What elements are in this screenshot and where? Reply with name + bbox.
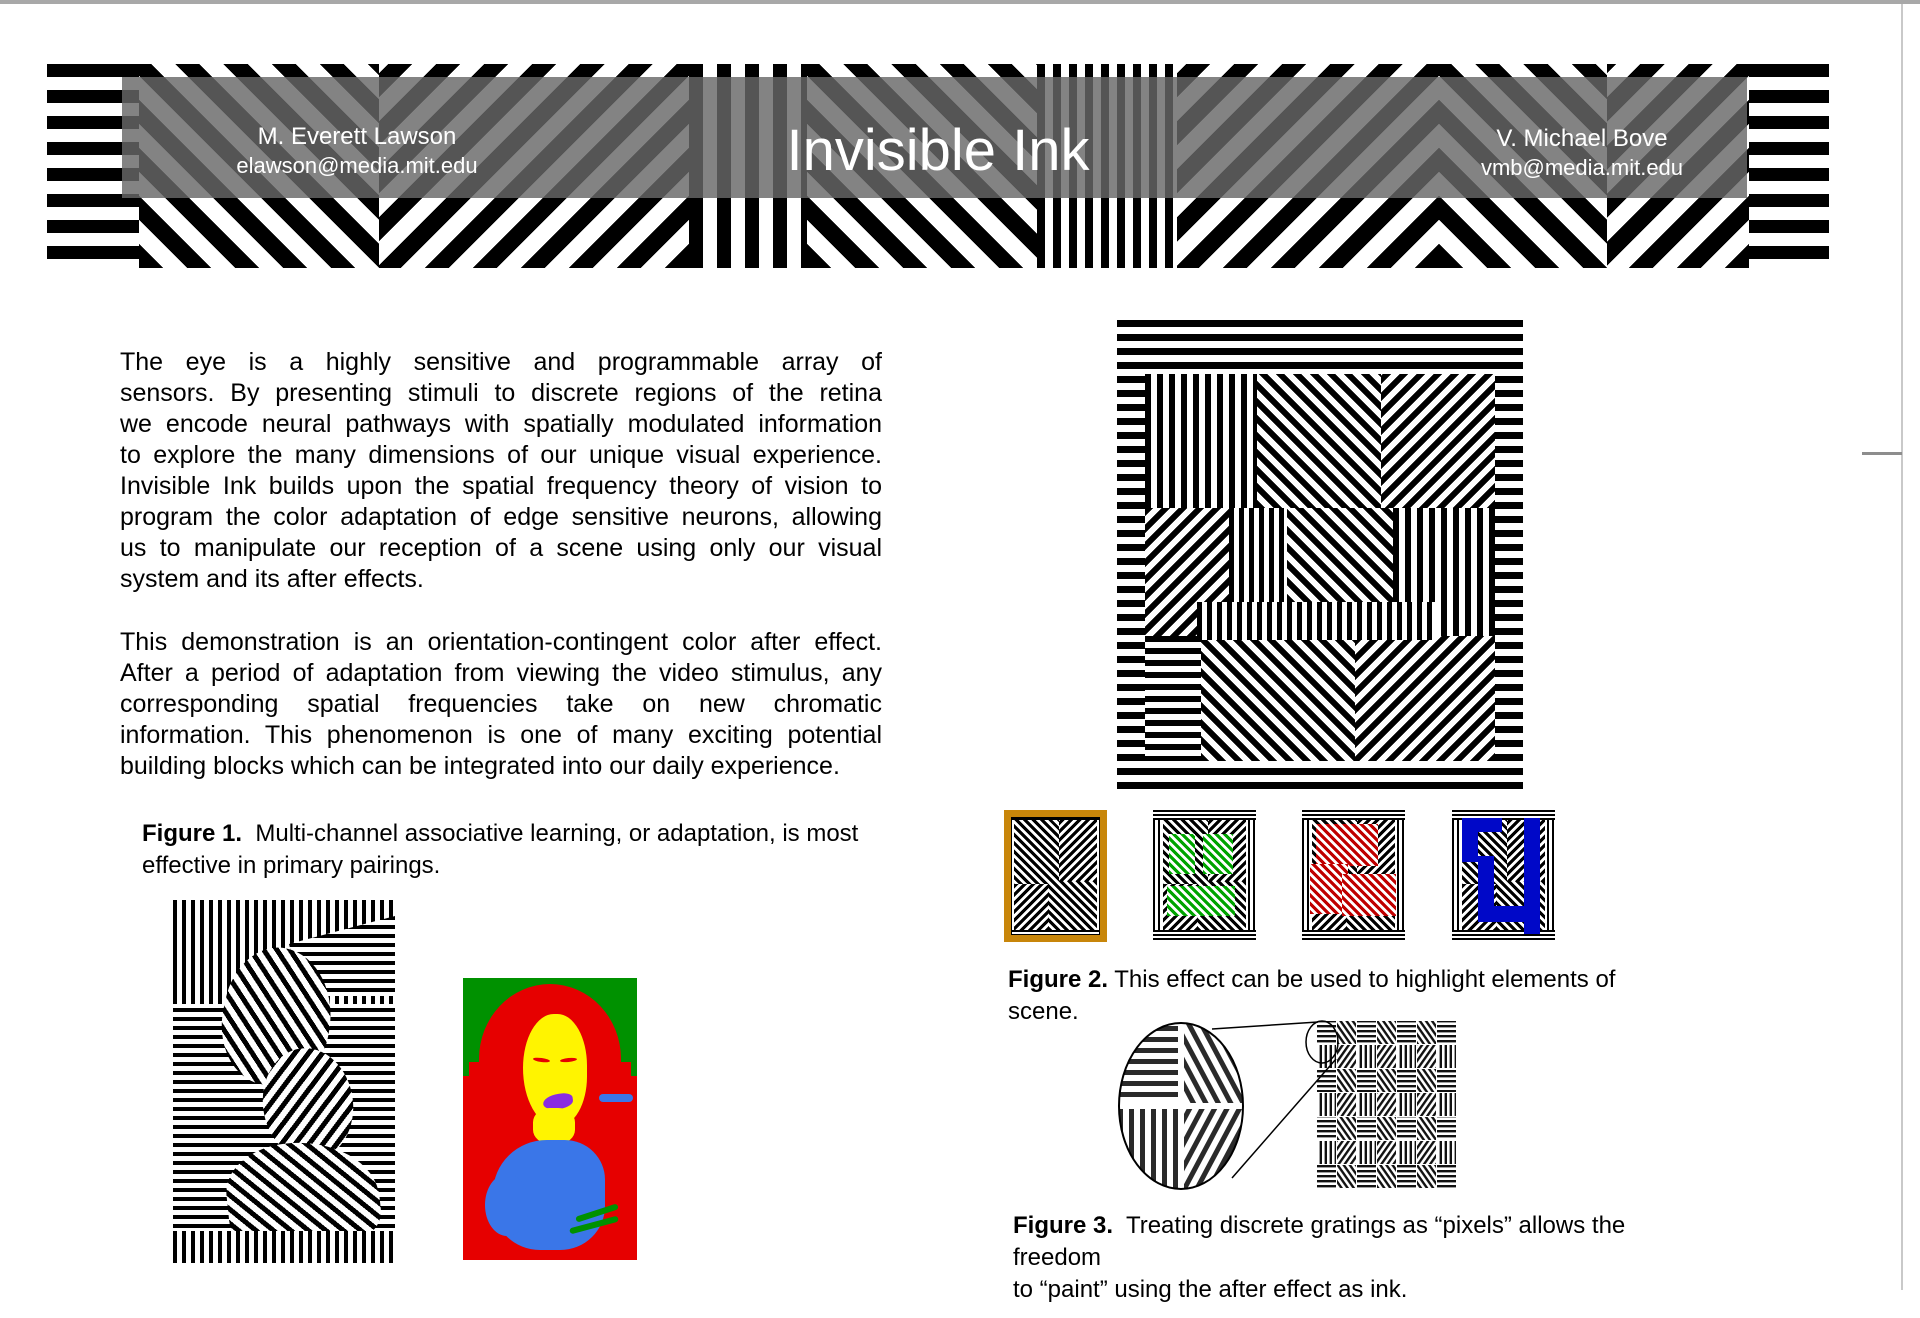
figure1-label: Figure 1. <box>142 820 243 847</box>
body-paragraph-2 <box>120 627 882 782</box>
text-line: Invisible Ink builds upon the spatial frequency theory of vision to <box>120 472 882 500</box>
figure3-graphic <box>1112 1015 1464 1195</box>
thumbnail-orange-frame <box>1004 810 1107 942</box>
figure2-text: This effect can be used to highlight elements of scene. <box>1008 966 1616 1025</box>
pattern-tile <box>1201 636 1355 761</box>
header-banner <box>47 64 1829 268</box>
text-line: system and its after effects. <box>120 565 424 593</box>
figure1-caption-line2: effective in primary pairings. <box>142 852 441 879</box>
color-region-neck <box>533 1108 575 1144</box>
author-left-name: M. Everett Lawson <box>257 123 457 150</box>
green-highlight-shape <box>1169 834 1195 874</box>
blue-highlight-shape <box>1462 818 1502 832</box>
figure3-caption-line2: to “paint” using the after effect as ink. <box>1013 1276 1408 1303</box>
pattern-tile <box>1302 810 1405 820</box>
red-highlight-shape <box>1342 874 1396 916</box>
text-line: information. This phenomenon is one of many exciting potential <box>120 721 882 749</box>
pattern-tile <box>1257 374 1381 508</box>
pattern-tile <box>1381 374 1495 508</box>
green-highlight-shape <box>1167 886 1235 916</box>
color-segmented-mona-lisa-image <box>463 978 637 1260</box>
pattern-tile <box>1145 636 1201 761</box>
author-right <box>1417 124 1747 182</box>
pattern-tile <box>1145 374 1257 508</box>
text-line: program the color adaptation of edge sensitive neurons, allowing <box>120 503 882 531</box>
pattern-tile <box>1197 602 1435 640</box>
op-art-pattern-image <box>1117 320 1523 791</box>
magnifier-callout-illustration <box>1112 1015 1464 1195</box>
text-line: us to manipulate our reception of a scene using only our visual <box>120 534 882 562</box>
figure1-text: Multi-channel associative learning, or adaptation, is most <box>255 820 859 847</box>
blue-highlight-shape <box>1478 856 1494 922</box>
green-highlight-shape <box>1203 834 1233 874</box>
page-edge-tick <box>1862 452 1902 455</box>
pattern-tile <box>1153 810 1256 820</box>
orange-highlight-frame <box>1004 810 1107 942</box>
text-line: building blocks which can be integrated into our daily experience. <box>120 752 840 780</box>
text-line: we encode neural pathways with spatially modulated information <box>120 410 882 438</box>
body-paragraph-1 <box>120 347 882 595</box>
red-highlight-shape <box>1316 824 1378 866</box>
figure3-label: Figure 3. <box>1013 1212 1114 1239</box>
pattern-tile <box>1153 930 1256 942</box>
author-right-name: V. Michael Bove <box>1496 125 1668 152</box>
pattern-tile <box>1355 636 1495 761</box>
magnifier-ellipse <box>1112 1015 1252 1195</box>
figure2-label: Figure 2. <box>1008 966 1109 993</box>
figure1-caption-line1 <box>142 818 882 850</box>
grating-region <box>173 1231 395 1263</box>
text-line: After a period of adaptation from viewing the video stimulus, any <box>120 659 882 687</box>
author-right-email: vmb@media.mit.edu <box>1480 155 1684 180</box>
striped-mona-lisa-image <box>173 900 395 1263</box>
figure3-text: Treating discrete gratings as “pixels” allows the freedom <box>1013 1212 1626 1271</box>
author-left-email: elawson@media.mit.edu <box>236 153 478 178</box>
text-line: corresponding spatial frequencies take on new chromatic <box>120 690 882 718</box>
text-line: The eye is a highly sensitive and programmable array of <box>120 348 882 376</box>
poster-title: Invisible Ink <box>786 118 1090 183</box>
thumbnail-red-highlight <box>1302 810 1405 942</box>
page-top-edge <box>0 0 1920 4</box>
callout-line <box>1212 1022 1318 1029</box>
text-line: This demonstration is an orientation-contingent color after effect. <box>120 628 882 656</box>
op-art-pattern-inner <box>1145 374 1495 761</box>
text-line: sensors. By presenting stimuli to discrete regions of the retina <box>120 379 882 407</box>
figure3-caption-line1 <box>1013 1210 1713 1274</box>
figure1-caption <box>142 818 882 882</box>
color-region-dash <box>599 1094 633 1102</box>
figure3-caption <box>1013 1210 1713 1306</box>
thumbnail-green-highlight <box>1153 810 1256 942</box>
color-region-body <box>485 1174 529 1236</box>
text-line: to explore the many dimensions of our unique visual experience. <box>120 441 882 469</box>
page-right-edge <box>1901 4 1903 1290</box>
pattern-tile <box>1302 930 1405 942</box>
thumbnail-blue-highlight <box>1452 810 1555 942</box>
